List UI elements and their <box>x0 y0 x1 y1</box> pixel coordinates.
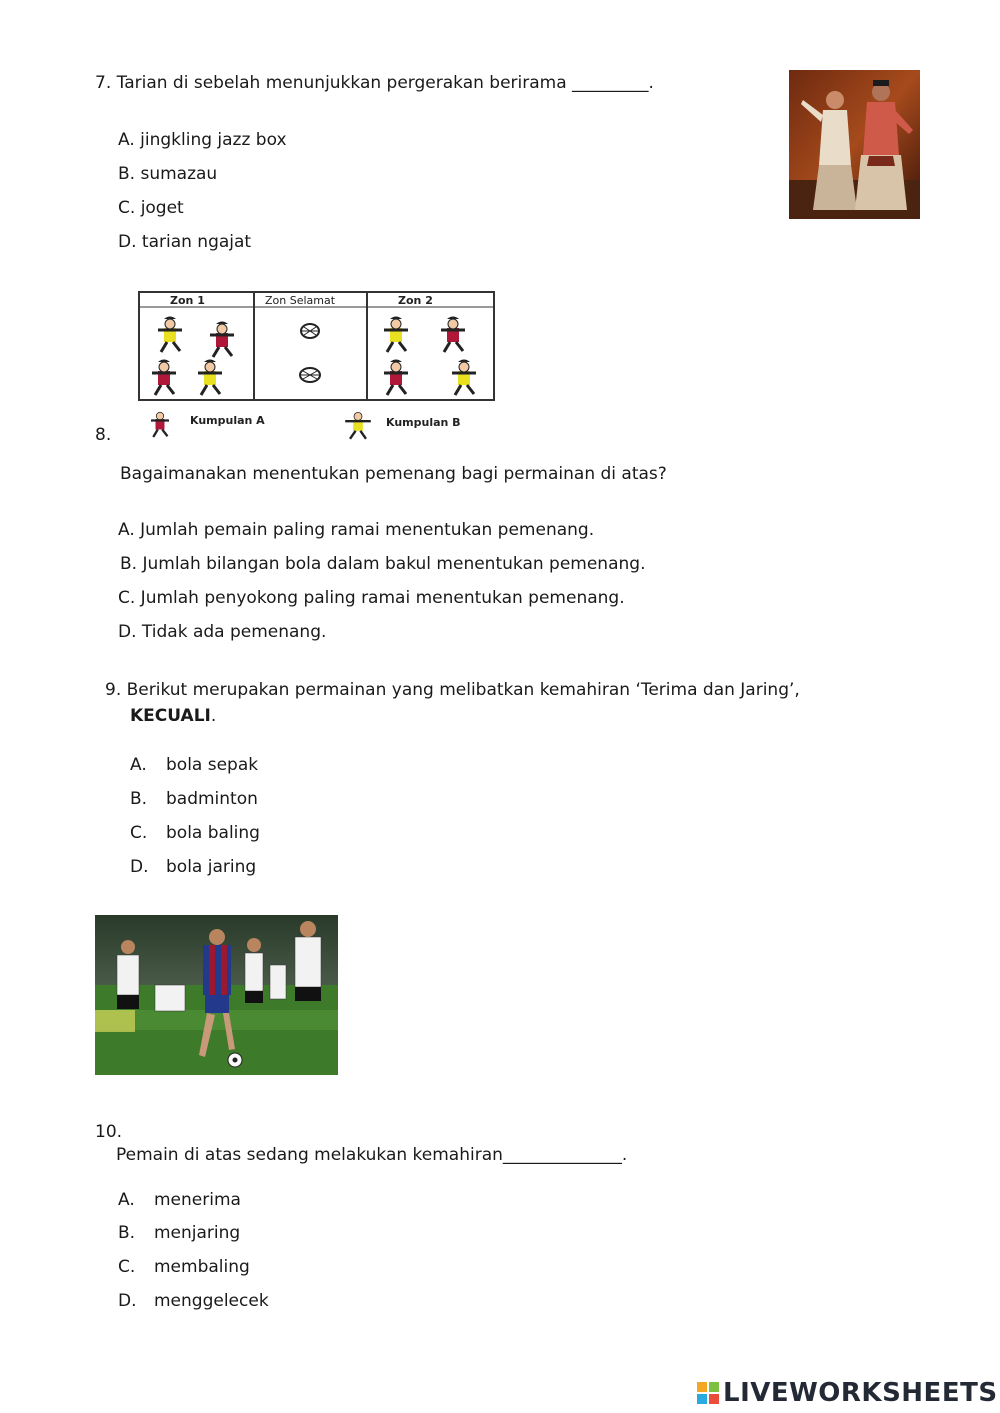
q7-option-d-letter: D. <box>118 232 137 252</box>
q10-option-a[interactable] <box>118 1190 241 1210</box>
q10-option-d-letter: D. <box>118 1291 137 1311</box>
q10-option-b[interactable] <box>118 1223 240 1243</box>
q9-emphasis-end: . <box>210 706 217 726</box>
q7-question: 7. Tarian di sebelah menunjukkan pergerakan berirama _________. <box>95 73 654 93</box>
q7-option-a[interactable] <box>118 130 287 150</box>
q10-option-a-text: menerima <box>154 1190 241 1210</box>
logo-mark-icon <box>697 1382 719 1404</box>
q7-option-c[interactable] <box>118 198 184 218</box>
q8-option-b[interactable]: B. Jumlah bilangan bola dalam bakul menentukan pemenang. <box>120 554 646 574</box>
q9-question: 9. Berikut merupakan permainan yang melibatkan kemahiran ‘Terima dan Jaring’, <box>105 680 800 700</box>
q7-option-c-letter: C. <box>118 198 136 218</box>
q7-option-b-letter: B. <box>118 164 136 184</box>
q10-option-d[interactable] <box>118 1291 269 1311</box>
q9-emphasis-line <box>130 706 216 726</box>
logo-text: LIVEWORKSHEETS <box>723 1378 998 1408</box>
q10-option-c[interactable] <box>118 1257 250 1277</box>
group-b-legend-icon <box>336 410 380 442</box>
group-a-legend-label: Kumpulan A <box>190 414 265 427</box>
q9-option-c-text: bola baling <box>166 823 260 843</box>
q7-option-b[interactable] <box>118 164 217 184</box>
zone2-label: Zon 2 <box>398 294 433 307</box>
q10-option-b-letter: B. <box>118 1223 136 1243</box>
football-photo <box>95 915 338 1075</box>
q8-question: Bagaimanakan menentukan pemenang bagi permainan di atas? <box>120 464 667 484</box>
group-b-legend-label: Kumpulan B <box>386 416 461 429</box>
q9-option-b-letter: B. <box>130 789 148 809</box>
q8-option-c[interactable]: C. Jumlah penyokong paling ramai menentukan pemenang. <box>118 588 625 608</box>
q10-option-b-text: menjaring <box>154 1223 241 1243</box>
q7-option-a-letter: A. <box>118 130 135 150</box>
q9-option-c-letter: C. <box>130 823 148 843</box>
q7-option-d-text: tarian ngajat <box>141 232 252 252</box>
q9-option-d-letter: D. <box>130 857 149 877</box>
q7-option-c-text: joget <box>140 198 184 218</box>
q10-number: 10. <box>95 1122 123 1142</box>
q8-option-a[interactable]: A. Jumlah pemain paling ramai menentukan pemenang. <box>118 520 595 540</box>
q8-number: 8. <box>95 425 112 445</box>
q9-option-b[interactable] <box>130 789 258 809</box>
q9-option-d[interactable] <box>130 857 256 877</box>
q10-option-c-text: membaling <box>154 1257 250 1277</box>
group-a-legend-icon <box>143 410 177 440</box>
basket-icon <box>301 324 319 338</box>
q9-option-b-text: badminton <box>166 789 258 809</box>
basket-icon <box>300 368 320 382</box>
q7-option-a-text: jingkling jazz box <box>140 130 287 150</box>
zone1-label: Zon 1 <box>170 294 205 307</box>
q9-option-a-text: bola sepak <box>166 755 259 775</box>
liveworksheets-logo <box>697 1376 998 1410</box>
q10-option-d-text: menggelecek <box>154 1291 269 1311</box>
q10-option-a-letter: A. <box>118 1190 135 1210</box>
q10-option-c-letter: C. <box>118 1257 136 1277</box>
q8-option-d[interactable]: D. Tidak ada pemenang. <box>118 622 327 642</box>
q9-emphasis: KECUALI <box>130 706 211 726</box>
game-diagram-border <box>139 292 494 400</box>
game-diagram <box>138 291 496 403</box>
q9-option-a-letter: A. <box>130 755 147 775</box>
safe-zone-label: Zon Selamat <box>265 294 336 307</box>
q9-option-c[interactable] <box>130 823 260 843</box>
q7-option-b-text: sumazau <box>140 164 218 184</box>
q7-option-d[interactable] <box>118 232 251 252</box>
dance-photo <box>789 70 920 219</box>
q10-question: Pemain di atas sedang melakukan kemahiran______________. <box>116 1145 628 1165</box>
q9-option-d-text: bola jaring <box>166 857 257 877</box>
q9-option-a[interactable] <box>130 755 258 775</box>
